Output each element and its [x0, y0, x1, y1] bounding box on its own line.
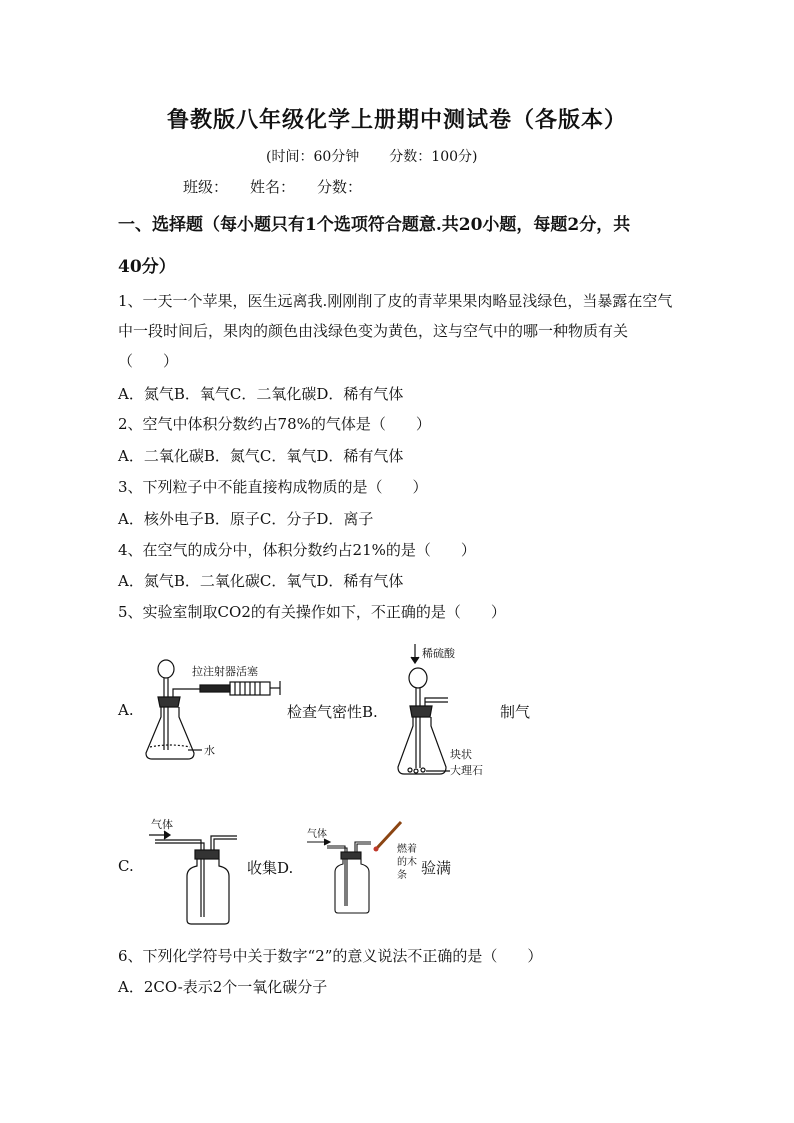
section-heading-line1: 一、选择题（每小题只有1个选项符合题意.共20小题，每题2分，共	[118, 215, 631, 235]
q5-option-a-caption: 检查气密性B.	[287, 703, 378, 721]
class-field: 班级：	[183, 178, 229, 196]
question-4-options: A．氮气B．二氧化碳C．氧气D．稀有气体	[118, 572, 404, 590]
question-2-options: A．二氧化碳B．氮气C．氧气D．稀有气体	[118, 447, 404, 465]
name-field: 姓名：	[250, 178, 296, 196]
question-3: 3、下列粒子中不能直接构成物质的是（ ）	[118, 478, 428, 496]
q5-option-b-caption: 制气	[500, 703, 531, 721]
q5-option-c-caption: 收集D.	[247, 859, 294, 877]
question-2: 2、空气中体积分数约占78%的气体是（ ）	[118, 415, 431, 433]
diagram-check-full	[305, 820, 420, 915]
section-heading-line2: 40分）	[118, 257, 176, 277]
question-4: 4、在空气的成分中，体积分数约占21%的是（ ）	[118, 541, 476, 559]
marble-label-2: 大理石	[450, 764, 483, 777]
marble-label-1: 块状	[450, 748, 472, 761]
diagram-airtightness-check	[140, 655, 290, 765]
question-5: 5、实验室制取CO2的有关操作如下，不正确的是（ ）	[118, 603, 506, 621]
q5-option-a-letter: A.	[118, 701, 134, 719]
burning-stick-label-2: 的木	[397, 857, 417, 868]
burning-stick-label-3: 条	[397, 870, 407, 881]
gas-label-d: 气体	[307, 829, 327, 840]
exam-info	[266, 146, 507, 166]
gas-label-c: 气体	[151, 818, 173, 831]
question-6-option-a: A．2CO-表示2个一氧化碳分子	[118, 978, 328, 996]
q5-option-d-caption: 验满	[421, 859, 452, 877]
acid-label: 稀硫酸	[422, 647, 455, 660]
score-field: 分数：	[317, 178, 363, 196]
burning-stick-label-1: 燃着	[397, 844, 417, 855]
question-1-options: A．氮气B．氧气C．二氧化碳D．稀有气体	[118, 385, 404, 403]
diagram-gas-generation	[390, 640, 500, 785]
page-title: 鲁教版八年级化学上册期中测试卷（各版本）	[166, 107, 627, 133]
syringe-label: 拉注射器活塞	[192, 665, 258, 678]
exam-time: (时间：60分钟	[266, 149, 360, 165]
student-info	[183, 176, 384, 197]
water-label: 水	[204, 744, 215, 757]
q5-option-c-letter: C.	[118, 857, 134, 875]
question-3-options: A．核外电子B．原子C．分子D．离子	[118, 510, 374, 528]
exam-total-score: 分数：100分)	[389, 149, 478, 165]
diagram-gas-collection	[145, 812, 245, 927]
question-1: 1、一天一个苹果，医生远离我.刚刚削了皮的青苹果果肉略显浅绿色，当暴露在空气中一段时间后，果肉的颜色由浅绿色变为黄色，这与空气中的哪一种物质有关（ ）	[118, 292, 673, 370]
question-6: 6、下列化学符号中关于数字“2”的意义说法不正确的是（ ）	[118, 947, 543, 965]
